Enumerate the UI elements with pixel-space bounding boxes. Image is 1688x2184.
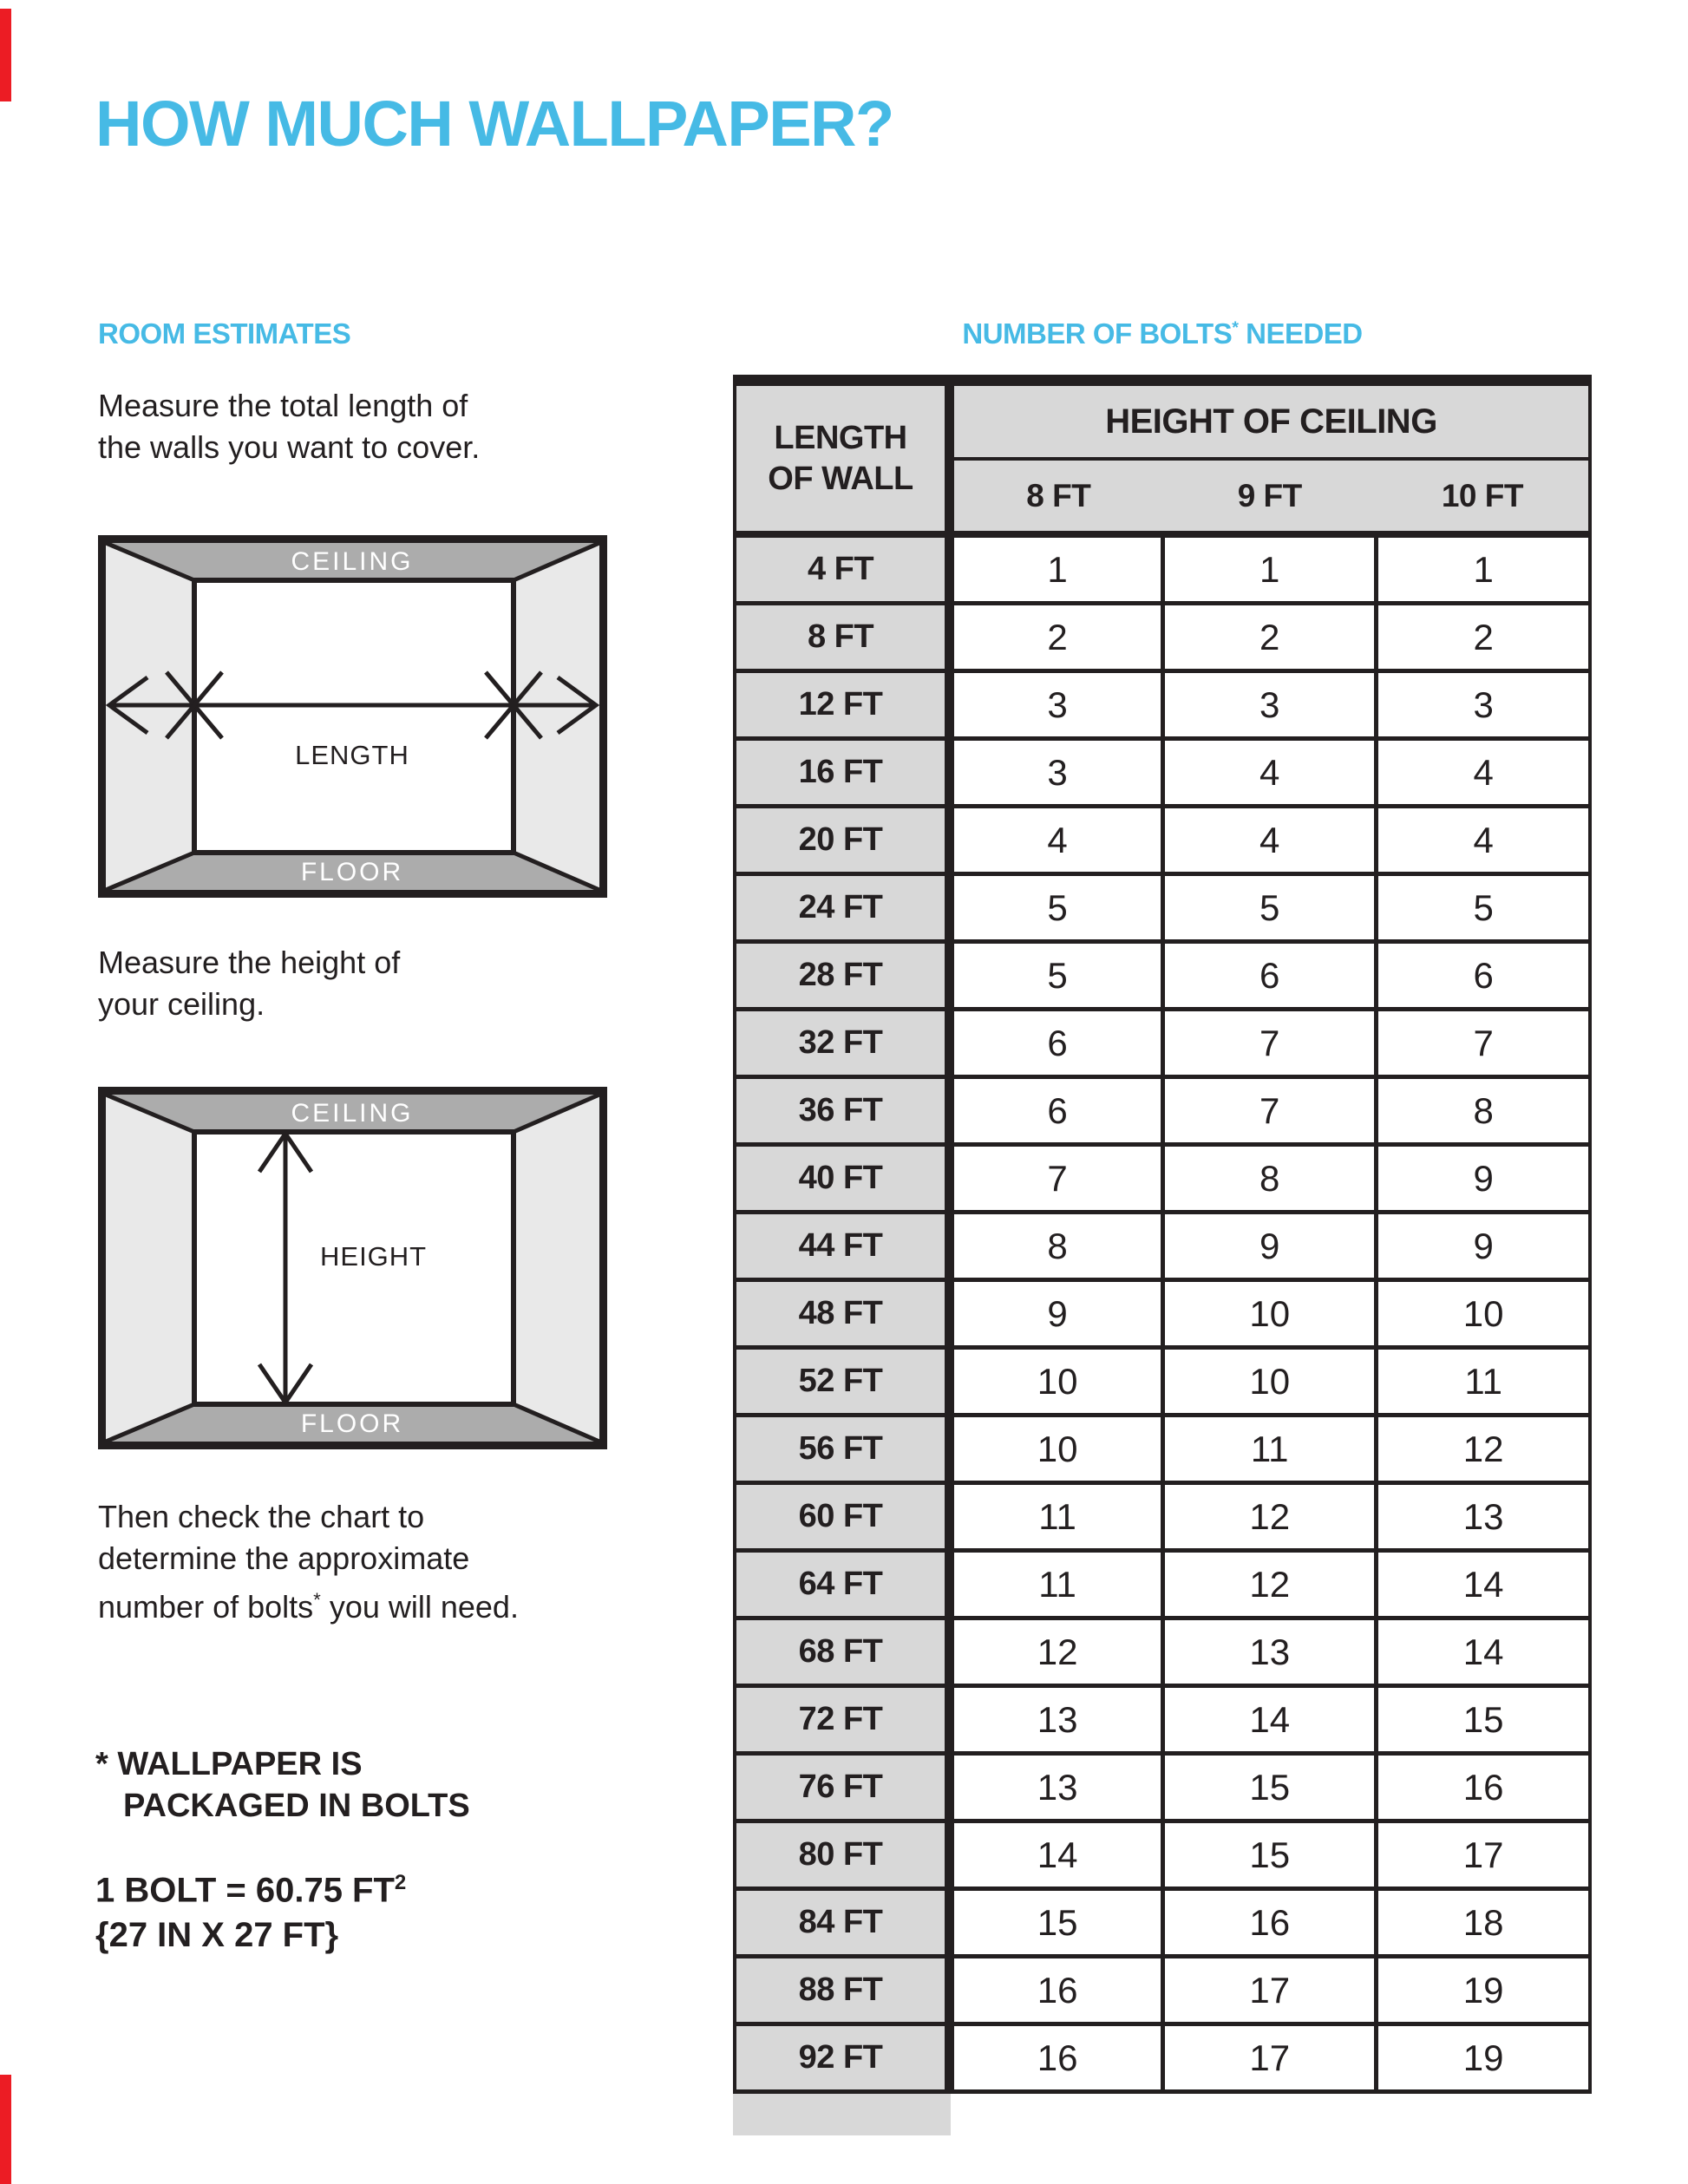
wall-length-label: 56 FT: [735, 1416, 950, 1483]
bolt-count-cell: 13: [950, 1754, 1163, 1821]
bolts-needed-heading: [733, 317, 1592, 350]
bolts-heading-asterisk: *: [1232, 318, 1239, 337]
table-row: [735, 1145, 1590, 1213]
length-header-line1: LENGTH: [774, 420, 907, 457]
bolts-heading-text-2: NEEDED: [1238, 317, 1363, 350]
print-bleed-mark-top: [0, 9, 11, 101]
wall-length-label: 36 FT: [735, 1077, 950, 1145]
wall-length-label: 44 FT: [735, 1213, 950, 1280]
right-wall-surface: [514, 543, 599, 890]
height-measure-label: HEIGHT: [320, 1241, 428, 1272]
footnote-line2: PACKAGED IN BOLTS: [123, 1788, 470, 1824]
table-row: [735, 604, 1590, 671]
bolt-count-cell: 13: [1377, 1483, 1590, 1551]
col-header-9ft: 9 FT: [1163, 459, 1377, 534]
bolt-count-cell: 11: [950, 1551, 1163, 1618]
bolt-count-cell: 6: [950, 1010, 1163, 1077]
footnote-line1: * WALLPAPER IS: [95, 1746, 363, 1782]
bolt-equation-exponent: 2: [394, 1871, 407, 1894]
bolt-count-cell: 11: [950, 1483, 1163, 1551]
left-wall-surface: [106, 543, 194, 890]
table-row: [735, 1416, 1590, 1483]
bolt-count-cell: 5: [950, 942, 1163, 1010]
left-wall-surface: [106, 1095, 194, 1442]
bolts-table-header: [735, 381, 1590, 535]
table-row: [735, 1821, 1590, 1889]
instruction-chart-line2: determine the approximate: [98, 1540, 470, 1576]
table-row: [735, 1077, 1590, 1145]
right-wall-surface: [514, 1095, 599, 1442]
print-bleed-mark-bottom: [0, 2075, 11, 2184]
table-row: [735, 534, 1590, 604]
wall-length-label: 24 FT: [735, 874, 950, 942]
bolt-count-cell: 11: [1163, 1416, 1377, 1483]
bolt-count-cell: 3: [1163, 671, 1377, 739]
bolt-count-cell: 12: [1163, 1483, 1377, 1551]
bolt-count-cell: 3: [1377, 671, 1590, 739]
bolt-count-cell: 4: [1163, 807, 1377, 874]
bolt-count-cell: 10: [1163, 1348, 1377, 1416]
instruction-height-line2: your ceiling.: [98, 986, 265, 1022]
height-of-ceiling-header: HEIGHT OF CEILING: [950, 381, 1591, 460]
bolt-count-cell: 11: [1377, 1348, 1590, 1416]
bolt-count-cell: 8: [950, 1213, 1163, 1280]
bolt-count-cell: 13: [1163, 1618, 1377, 1686]
wall-length-label: 64 FT: [735, 1551, 950, 1618]
bolt-count-cell: 10: [1377, 1280, 1590, 1348]
ceiling-caption: CEILING: [291, 547, 414, 576]
table-row: [735, 2024, 1590, 2092]
bolt-equation: [95, 1860, 406, 1913]
table-row: [735, 1213, 1590, 1280]
length-measure-label: LENGTH: [295, 740, 409, 770]
table-row: [735, 1551, 1590, 1618]
bolts-table: [733, 375, 1592, 2094]
room-estimates-heading: ROOM ESTIMATES: [98, 317, 351, 350]
table-row: [735, 1754, 1590, 1821]
wall-length-label: 84 FT: [735, 1889, 950, 1957]
bolt-count-cell: 14: [950, 1821, 1163, 1889]
bolt-count-cell: 19: [1377, 1957, 1590, 2024]
bolt-count-cell: 2: [950, 604, 1163, 671]
bolt-count-cell: 6: [1163, 942, 1377, 1010]
bolt-count-cell: 12: [950, 1618, 1163, 1686]
instruction-height-line1: Measure the height of: [98, 945, 401, 980]
bolt-count-cell: 9: [1377, 1145, 1590, 1213]
wall-length-label: 60 FT: [735, 1483, 950, 1551]
bolt-count-cell: 15: [1163, 1821, 1377, 1889]
table-row: [735, 1889, 1590, 1957]
length-of-wall-header: [735, 381, 950, 535]
bolt-count-cell: 16: [1377, 1754, 1590, 1821]
table-row: [735, 671, 1590, 739]
bolt-count-cell: 16: [950, 2024, 1163, 2092]
table-row: [735, 942, 1590, 1010]
bolt-size-info: [95, 1860, 406, 1958]
bolt-count-cell: 15: [1163, 1754, 1377, 1821]
bolt-count-cell: 16: [1163, 1889, 1377, 1957]
bolt-count-cell: 1: [1163, 534, 1377, 604]
instruction-length: [98, 385, 480, 468]
bolt-count-cell: 4: [1377, 739, 1590, 807]
wall-length-label: 32 FT: [735, 1010, 950, 1077]
instruction-chart-line3-text: number of bolts: [98, 1589, 314, 1625]
bolt-count-cell: 18: [1377, 1889, 1590, 1957]
bolt-table-body: [735, 534, 1590, 2092]
wall-length-label: 76 FT: [735, 1754, 950, 1821]
instruction-chart: [98, 1496, 519, 1628]
table-row: [735, 1618, 1590, 1686]
room-perspective-length-svg: [98, 535, 607, 898]
wall-length-label: 92 FT: [735, 2024, 950, 2092]
room-perspective-height-svg: [98, 1087, 607, 1449]
table-row: [735, 1686, 1590, 1754]
bolt-count-cell: 4: [1377, 807, 1590, 874]
bolts-table-container: [733, 375, 1592, 2094]
table-row: [735, 1280, 1590, 1348]
bolt-count-cell: 3: [950, 739, 1163, 807]
bolt-count-cell: 10: [950, 1348, 1163, 1416]
bolt-count-cell: 7: [1163, 1010, 1377, 1077]
table-row: [735, 1348, 1590, 1416]
bolt-count-cell: 2: [1163, 604, 1377, 671]
bolt-count-cell: 15: [950, 1889, 1163, 1957]
instruction-chart-line1: Then check the chart to: [98, 1499, 425, 1534]
wall-length-label: 16 FT: [735, 739, 950, 807]
instruction-length-line2: the walls you want to cover.: [98, 429, 481, 465]
floor-caption: FLOOR: [300, 1409, 404, 1438]
bolt-count-cell: 6: [1377, 942, 1590, 1010]
table-row: [735, 1483, 1590, 1551]
table-row: [735, 1957, 1590, 2024]
bolt-count-cell: 12: [1163, 1551, 1377, 1618]
instruction-chart-line3-text-2: you will need.: [320, 1589, 519, 1625]
wall-length-label: 80 FT: [735, 1821, 950, 1889]
page-title: HOW MUCH WALLPAPER?: [95, 88, 893, 160]
bolt-count-cell: 12: [1377, 1416, 1590, 1483]
length-header-line2: OF WALL: [768, 460, 913, 497]
wall-length-label: 72 FT: [735, 1686, 950, 1754]
bolt-count-cell: 9: [1377, 1213, 1590, 1280]
floor-caption: FLOOR: [300, 858, 404, 886]
wall-length-label: 52 FT: [735, 1348, 950, 1416]
ceiling-caption: CEILING: [291, 1099, 414, 1128]
bolt-dimensions: {27 IN X 27 FT}: [95, 1916, 339, 1955]
wall-length-label: 28 FT: [735, 942, 950, 1010]
table-row: [735, 807, 1590, 874]
wall-length-label: 68 FT: [735, 1618, 950, 1686]
bolt-count-cell: 16: [950, 1957, 1163, 2024]
wall-length-label: 12 FT: [735, 671, 950, 739]
bolt-count-cell: 7: [1377, 1010, 1590, 1077]
col-header-10ft: 10 FT: [1377, 459, 1590, 534]
bolt-count-cell: 10: [1163, 1280, 1377, 1348]
bolt-count-cell: 4: [950, 807, 1163, 874]
wall-length-label: 40 FT: [735, 1145, 950, 1213]
bolt-count-cell: 1: [1377, 534, 1590, 604]
room-diagram-length: [98, 535, 607, 898]
bolt-count-cell: 5: [1163, 874, 1377, 942]
bolt-count-cell: 5: [1377, 874, 1590, 942]
bolt-count-cell: 13: [950, 1686, 1163, 1754]
bolt-count-cell: 8: [1377, 1077, 1590, 1145]
bolt-count-cell: 3: [950, 671, 1163, 739]
instruction-height: [98, 942, 400, 1025]
left-column-stub: [733, 2094, 951, 2135]
bolt-count-cell: 4: [1163, 739, 1377, 807]
room-diagram-height: [98, 1087, 607, 1449]
wall-length-label: 4 FT: [735, 534, 950, 604]
col-header-8ft: 8 FT: [950, 459, 1163, 534]
bolt-count-cell: 9: [1163, 1213, 1377, 1280]
back-wall: [194, 580, 514, 853]
bolt-count-cell: 17: [1163, 1957, 1377, 2024]
bolt-count-cell: 14: [1377, 1551, 1590, 1618]
bolt-count-cell: 8: [1163, 1145, 1377, 1213]
bolt-count-cell: 17: [1377, 1821, 1590, 1889]
bolt-count-cell: 1: [950, 534, 1163, 604]
instruction-length-line1: Measure the total length of: [98, 388, 468, 423]
bolts-asterisk: *: [313, 1589, 321, 1611]
bolt-count-cell: 5: [950, 874, 1163, 942]
bolts-footnote: [95, 1743, 470, 1827]
bolt-count-cell: 7: [1163, 1077, 1377, 1145]
bolt-count-cell: 14: [1163, 1686, 1377, 1754]
bolt-count-cell: 19: [1377, 2024, 1590, 2092]
bolt-count-cell: 15: [1377, 1686, 1590, 1754]
table-row: [735, 874, 1590, 942]
wall-length-label: 20 FT: [735, 807, 950, 874]
bolt-count-cell: 2: [1377, 604, 1590, 671]
bolt-count-cell: 14: [1377, 1618, 1590, 1686]
bolt-count-cell: 7: [950, 1145, 1163, 1213]
bolts-heading-text: NUMBER OF BOLTS: [962, 317, 1233, 350]
bolt-count-cell: 9: [950, 1280, 1163, 1348]
bolt-count-cell: 10: [950, 1416, 1163, 1483]
table-row: [735, 1010, 1590, 1077]
wall-length-label: 48 FT: [735, 1280, 950, 1348]
wall-length-label: 8 FT: [735, 604, 950, 671]
wall-length-label: 88 FT: [735, 1957, 950, 2024]
bolt-equation-text: 1 BOLT = 60.75 FT: [95, 1871, 395, 1910]
bolt-count-cell: 6: [950, 1077, 1163, 1145]
instruction-chart-line3: [98, 1579, 519, 1628]
table-row: [735, 739, 1590, 807]
bolt-count-cell: 17: [1163, 2024, 1377, 2092]
